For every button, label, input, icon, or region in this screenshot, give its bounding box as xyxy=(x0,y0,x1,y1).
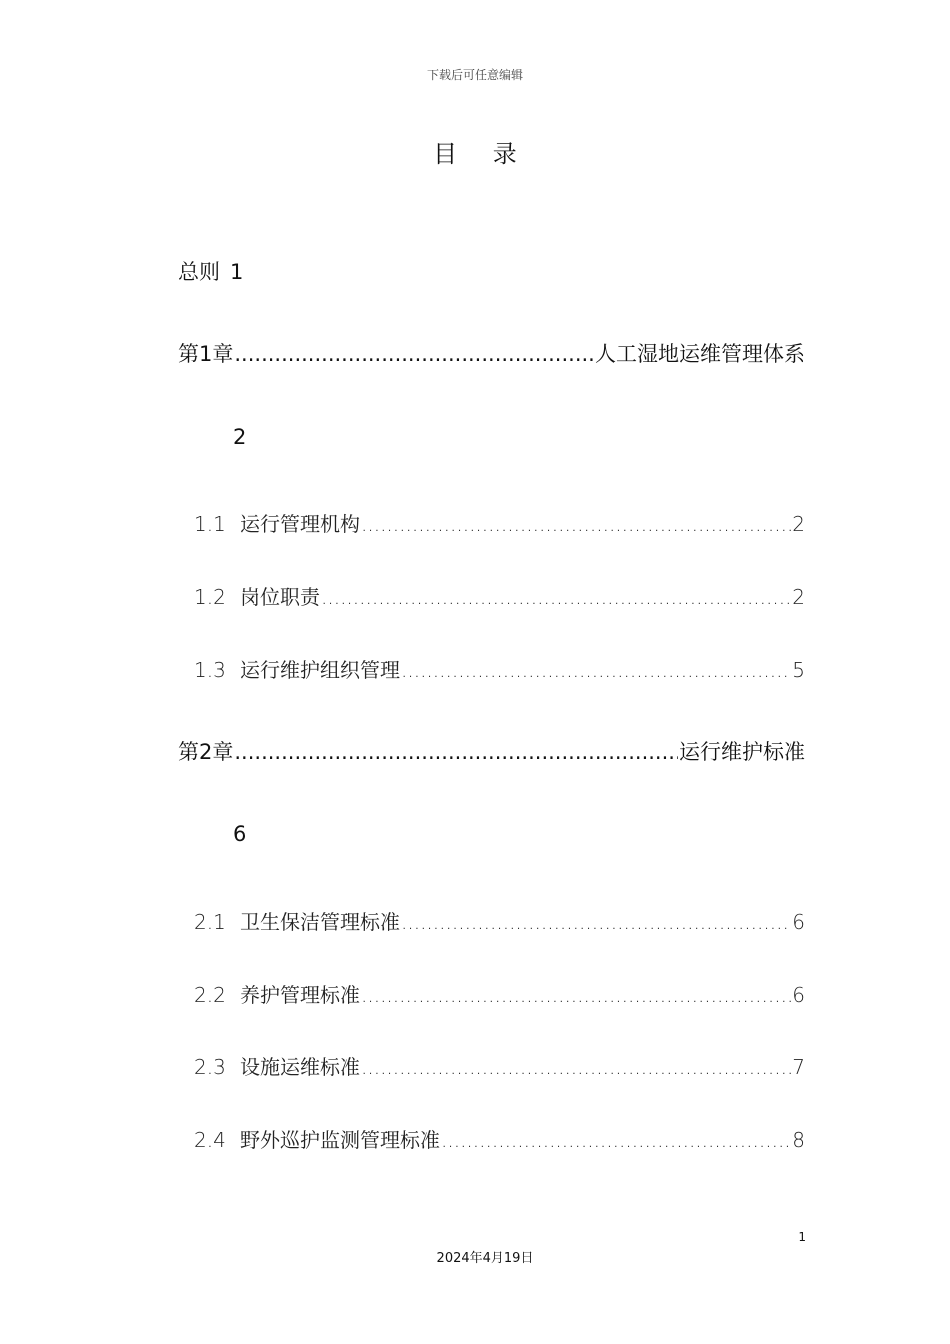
section-number: 1.1 xyxy=(194,512,226,536)
dot-leader xyxy=(234,342,594,366)
section-page: 2 xyxy=(792,512,805,536)
toc-entry-2-1[interactable] xyxy=(194,906,805,935)
section-label: 卫生保洁管理标准 xyxy=(240,910,400,934)
dot-leader xyxy=(401,658,791,682)
toc-entry-chapter1[interactable] xyxy=(178,338,805,368)
section-label: 运行维护组织管理 xyxy=(240,658,400,682)
section-page: 7 xyxy=(792,1055,805,1079)
section-label: 设施运维标准 xyxy=(240,1055,360,1079)
dot-leader xyxy=(321,585,791,609)
toc-title: 目 录 xyxy=(433,140,531,168)
toc-entry-2-3[interactable] xyxy=(194,1051,805,1080)
section-label: 运行管理机构 xyxy=(240,512,360,536)
section-page: 5 xyxy=(792,658,805,682)
section-label: 岗位职责 xyxy=(240,585,320,609)
chapter-title: 人工湿地运维管理体系 xyxy=(595,342,805,366)
toc-entry-2-2[interactable] xyxy=(194,979,805,1008)
chapter1-page: 2 xyxy=(233,425,247,449)
header-note: 下载后可任意编辑 xyxy=(426,68,523,82)
dot-leader xyxy=(361,983,791,1007)
section-page: 8 xyxy=(792,1128,805,1152)
toc-entry-chapter2[interactable] xyxy=(178,736,805,766)
dot-leader xyxy=(234,740,678,764)
section-number: 2.4 xyxy=(194,1128,226,1152)
toc-entry-2-4[interactable] xyxy=(194,1124,805,1153)
section-number: 1.2 xyxy=(194,585,226,609)
chapter-label: 第2章 xyxy=(178,740,234,764)
chapter-label: 第1章 xyxy=(178,342,234,366)
toc-entry-1-1[interactable] xyxy=(194,508,805,537)
section-number: 2.3 xyxy=(194,1055,226,1079)
toc-entry-page: 1 xyxy=(230,260,244,284)
dot-leader xyxy=(441,1128,791,1152)
dot-leader xyxy=(361,512,791,536)
toc-entry-1-3[interactable] xyxy=(194,654,805,683)
section-label: 野外巡护监测管理标准 xyxy=(240,1128,440,1152)
section-number: 2.2 xyxy=(194,983,226,1007)
toc-entry-1-2[interactable] xyxy=(194,581,805,610)
section-label: 养护管理标准 xyxy=(240,983,360,1007)
footer-date: 2024年4月19日 xyxy=(436,1251,534,1266)
dot-leader xyxy=(361,1055,791,1079)
footer-page-number: 1 xyxy=(798,1230,806,1244)
section-number: 2.1 xyxy=(194,910,226,934)
chapter-title: 运行维护标准 xyxy=(679,740,805,764)
chapter2-page: 6 xyxy=(233,822,247,846)
section-page: 6 xyxy=(792,983,805,1007)
section-number: 1.3 xyxy=(194,658,226,682)
dot-leader xyxy=(401,910,791,934)
toc-entry-label: 总则 xyxy=(178,260,220,284)
toc-entry-general[interactable] xyxy=(178,256,805,286)
section-page: 2 xyxy=(792,585,805,609)
section-page: 6 xyxy=(792,910,805,934)
